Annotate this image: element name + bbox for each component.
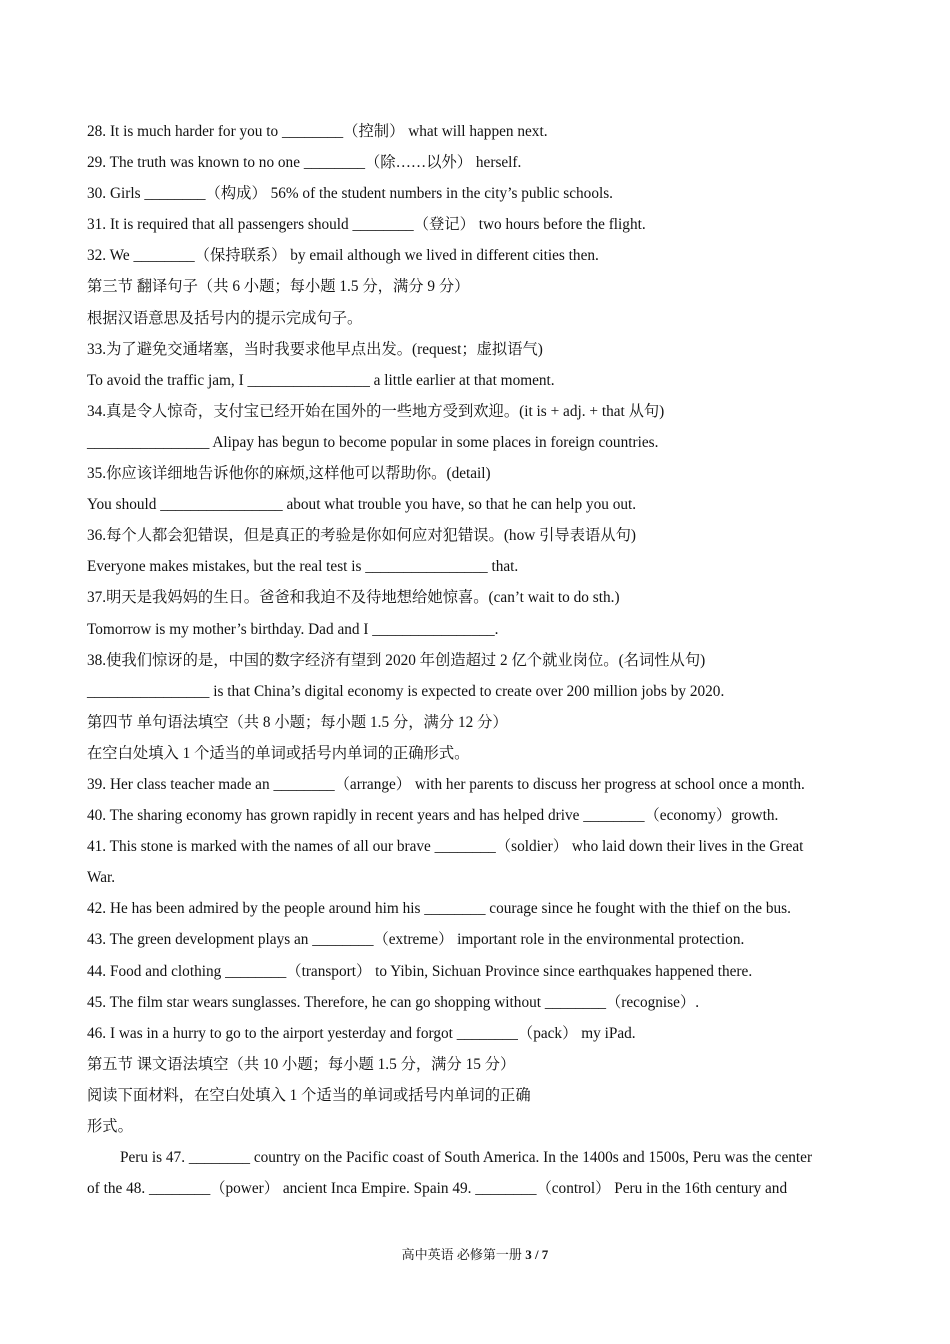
question-41: 41. This stone is marked with the names of all our brave ________（soldier） who laid down their lives in the Great: [87, 838, 804, 856]
question-29: 29. The truth was known to no one ________（除……以外） herself.: [87, 154, 522, 172]
question-36-sentence: Everyone makes mistakes, but the real test is ________________ that.: [87, 558, 519, 576]
question-38-sentence: ________________ is that China’s digital economy is expected to create over 200 million jobs by 2020.: [87, 682, 725, 700]
section-5-instruction: 阅读下面材料，在空白处填入 1 个适当的单词或括号内单词的正确: [87, 1086, 531, 1104]
section-5-instruction-cont: 形式。: [87, 1118, 133, 1135]
document-body: [87, 116, 867, 1204]
question-34-prompt: 34.真是令人惊奇，支付宝已经开始在国外的一些地方受到欢迎。(it is + adj. + that 从句): [87, 402, 665, 420]
question-38-prompt: 38.使我们惊讶的是，中国的数字经济有望到 2020 年创造超过 2 亿个就业岗位。(名词性从句): [87, 651, 706, 669]
question-32: 32. We ________（保持联系） by email although we lived in different cities then.: [87, 247, 599, 265]
section-3-heading: 第三节 翻译句子（共 6 小题；每小题 1.5 分，满分 9 分）: [87, 278, 470, 296]
question-28: 28. It is much harder for you to ________（控制） what will happen next.: [87, 123, 548, 140]
passage-line-1: Peru is 47. ________ country on the Pacific coast of South America. In the 1400s and 1500s, Peru was the center: [120, 1149, 813, 1167]
section-4-instruction: 在空白处填入 1 个适当的单词或括号内单词的正确形式。: [87, 744, 470, 762]
page-footer: [0, 1246, 950, 1264]
question-34-sentence: ________________ Alipay has begun to become popular in some places in foreign countries.: [87, 433, 659, 451]
page-number: 3 / 7: [525, 1247, 549, 1262]
question-33-prompt: 33.为了避免交通堵塞，当时我要求他早点出发。(request；虚拟语气): [87, 340, 543, 358]
question-43: 43. The green development plays an ________（extreme） important role in the environmental protection.: [87, 931, 745, 949]
question-33-sentence: To avoid the traffic jam, I ________________ a little earlier at that moment.: [87, 371, 555, 389]
question-42: 42. He has been admired by the people around him his ________ courage since he fought with the thief on the bus.: [87, 900, 791, 918]
question-35-prompt: 35.你应该详细地告诉他你的麻烦,这样他可以帮助你。(detail): [87, 465, 491, 483]
question-35-sentence: You should ________________ about what trouble you have, so that he can help you out.: [87, 496, 637, 514]
question-44: 44. Food and clothing ________（transport） to Yibin, Sichuan Province since earthquakes happened there.: [87, 962, 753, 980]
section-4-heading: 第四节 单句语法填空（共 8 小题；每小题 1.5 分，满分 12 分）: [87, 713, 508, 731]
question-46: 46. I was in a hurry to go to the airport yesterday and forgot ________（pack） my iPad.: [87, 1024, 636, 1042]
passage-line-2: of the 48. ________（power） ancient Inca Empire. Spain 49. ________（control） Peru in the 16th century and: [87, 1180, 788, 1198]
question-36-prompt: 36.每个人都会犯错误，但是真正的考验是你如何应对犯错误。(how 引导表语从句): [87, 527, 636, 545]
question-40: 40. The sharing economy has grown rapidly in recent years and has helped drive ________（economy）growth.: [87, 807, 779, 825]
footer-title: 高中英语 必修第一册: [401, 1247, 522, 1262]
question-30: 30. Girls ________（构成） 56% of the student numbers in the city’s public schools.: [87, 185, 613, 203]
question-37-sentence: Tomorrow is my mother’s birthday. Dad and I ________________.: [87, 620, 499, 638]
question-41-cont: War.: [87, 869, 116, 887]
question-37-prompt: 37.明天是我妈妈的生日。爸爸和我迫不及待地想给她惊喜。(can’t wait to do sth.): [87, 589, 620, 607]
section-3-instruction: 根据汉语意思及括号内的提示完成句子。: [87, 309, 363, 327]
question-31: 31. It is required that all passengers should ________（登记） two hours before the flight.: [87, 216, 646, 234]
question-39: 39. Her class teacher made an ________（arrange） with her parents to discuss her progress at school once a month.: [87, 775, 805, 793]
question-45: 45. The film star wears sunglasses. Therefore, he can go shopping without ________（recognise）.: [87, 993, 700, 1011]
section-5-heading: 第五节 课文语法填空（共 10 小题；每小题 1.5 分，满分 15 分）: [87, 1055, 516, 1073]
